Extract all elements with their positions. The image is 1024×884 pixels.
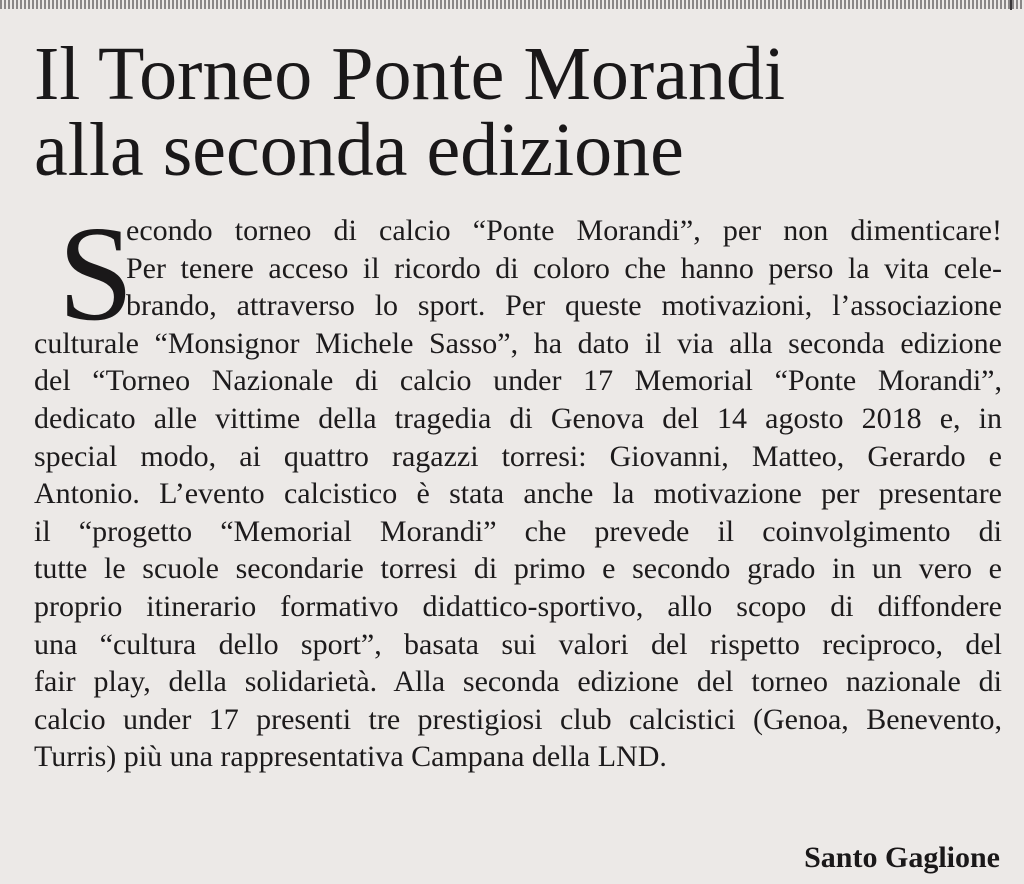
top-dotted-rule xyxy=(0,0,1024,9)
article-headline xyxy=(34,32,994,192)
body-line: special modo, ai quattro ragazzi torresi: Giovanni, Matteo, Gerardo e xyxy=(34,439,1002,473)
drop-cap: S xyxy=(58,199,134,349)
body-line: econdo torneo di calcio “Ponte Morandi”, per non dimenticare! xyxy=(126,214,1002,247)
author-byline: Santo Gaglione xyxy=(804,841,1000,874)
body-line: una “cultura dello sport”, basata sui valori del rispetto reciproco, del xyxy=(34,627,1002,661)
headline-line-2: alla seconda edizione xyxy=(34,108,684,192)
body-line: dedicato alle vittime della tragedia di Genova del 14 agosto 2018 e, in xyxy=(34,401,1002,435)
headline-line-1: Il Torneo Ponte Morandi xyxy=(34,32,786,116)
body-line: Turris) più una rappresentativa Campana della LND. xyxy=(34,740,667,774)
body-line: del “Torneo Nazionale di calcio under 17 Memorial “Ponte Morandi”, xyxy=(34,364,1002,398)
body-line: Per tenere acceso il ricordo di coloro che hanno perso la vita cele- xyxy=(126,251,1002,285)
body-line: brando, attraverso lo sport. Per queste motivazioni, l’associazione xyxy=(126,289,1002,323)
article-body xyxy=(34,199,1002,776)
body-line: proprio itinerario formativo didattico-sportivo, allo scopo di diffondere xyxy=(34,589,1002,623)
body-line: il “progetto “Memorial Morandi” che prevede il coinvolgimento di xyxy=(34,514,1002,548)
body-line: fair play, della solidarietà. Alla seconda edizione del torneo nazionale di xyxy=(34,665,1002,699)
column-divider xyxy=(1010,0,1012,10)
body-line: Antonio. L’evento calcistico è stata anche la motivazione per presentare xyxy=(34,477,1002,511)
body-line: tutte le scuole secondarie torresi di primo e secondo grado in un vero e xyxy=(34,552,1002,586)
body-line: calcio under 17 presenti tre prestigiosi club calcistici (Genoa, Benevento, xyxy=(34,702,1002,736)
body-line: culturale “Monsignor Michele Sasso”, ha dato il via alla seconda edizione xyxy=(34,326,1002,360)
